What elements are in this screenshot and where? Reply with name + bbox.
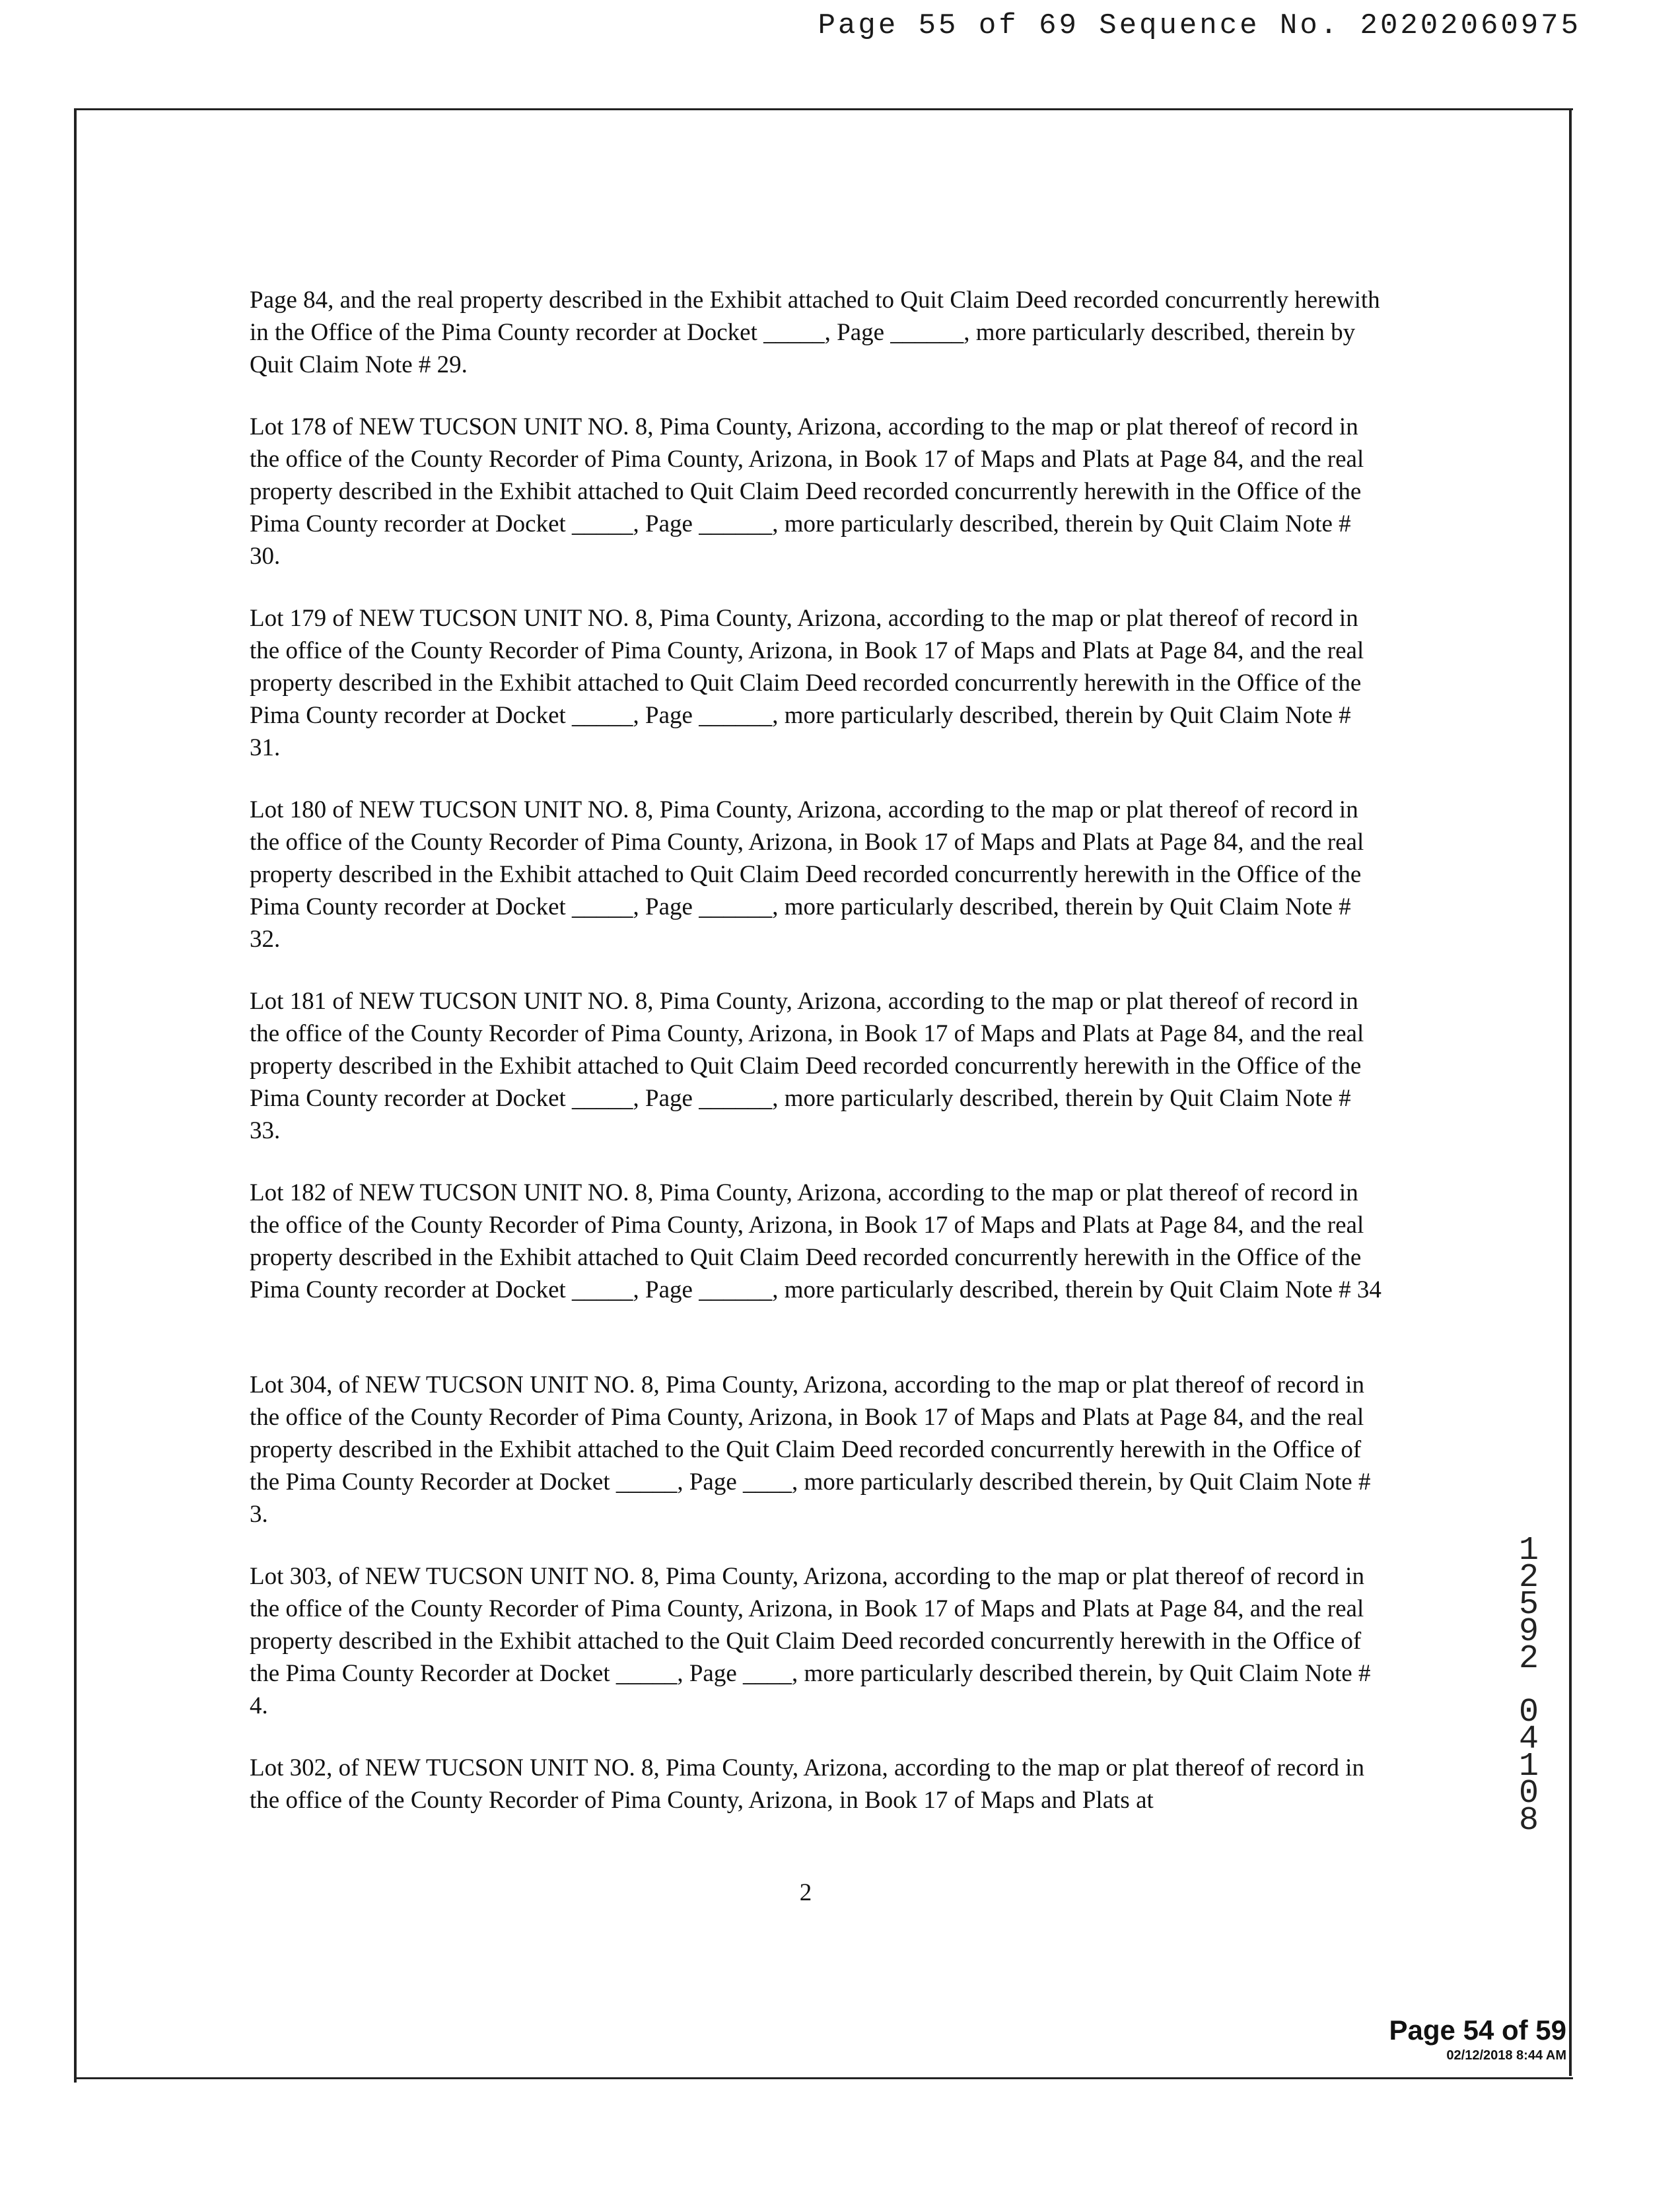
paragraph-lot-182: Lot 182 of NEW TUCSON UNIT NO. 8, Pima County, Arizona, according to the map or plat thereof of record in the office of the County Recorder of Pima County, Arizona, in Book 17 of Maps and Plats at Page 84, and the real property described in the Exhibit attached to Quit Claim Deed recorded concurrently herewith in the Office of the Pima County recorder at Docket _____, Page ______, more particularly described, therein by Quit Claim Note # 34 (250, 1179, 1382, 1303)
sequence-header: Page 55 of 69 Sequence No. 20202060975 (818, 9, 1581, 42)
footer-page-of: Page 54 of 59 (1389, 2015, 1566, 2046)
paragraph-lot-180: Lot 180 of NEW TUCSON UNIT NO. 8, Pima County, Arizona, according to the map or plat thereof of record in the office of the County Recorder of Pima County, Arizona, in Book 17 of Maps and Plats at Page 84, and the real property described in the Exhibit attached to Quit Claim Deed recorded concurrently herewith in the Office of the Pima County recorder at Docket _____, Page ______, more particularly described, therein by Quit Claim Note # 32. (250, 796, 1364, 953)
stamp-book-number: 1 2 5 9 2 (1518, 1532, 1539, 1678)
paragraph-lot-302: Lot 302, of NEW TUCSON UNIT NO. 8, Pima County, Arizona, according to the map or plat thereof of record in the office of the County Recorder of Pima County, Arizona, in Book 17 of Maps and Plats at (250, 1754, 1364, 1814)
frame-right-border (1569, 108, 1572, 2076)
frame-top-border (74, 108, 1573, 110)
paragraph-lot-304: Lot 304, of NEW TUCSON UNIT NO. 8, Pima County, Arizona, according to the map or plat thereof of record in the office of the County Recorder of Pima County, Arizona, in Book 17 of Maps and Plats at Page 84, and the real property described in the Exhibit attached to the Quit Claim Deed recorded concurrently herewith in the Office of the Pima County Recorder at Docket _____, Page ____, more particularly described therein, by Quit Claim Note # 3. (250, 1371, 1371, 1528)
paragraph-lot-178: Lot 178 of NEW TUCSON UNIT NO. 8, Pima County, Arizona, according to the map or plat thereof of record in the office of the County Recorder of Pima County, Arizona, in Book 17 of Maps and Plats at Page 84, and the real property described in the Exhibit attached to Quit Claim Deed recorded concurrently herewith in the Office of the Pima County recorder at Docket _____, Page ______, more particularly described, therein by Quit Claim Note # 30. (250, 413, 1364, 570)
page-number: 2 (799, 1879, 812, 1906)
paragraph-lot-179: Lot 179 of NEW TUCSON UNIT NO. 8, Pima County, Arizona, according to the map or plat thereof of record in the office of the County Recorder of Pima County, Arizona, in Book 17 of Maps and Plats at Page 84, and the real property described in the Exhibit attached to Quit Claim Deed recorded concurrently herewith in the Office of the Pima County recorder at Docket _____, Page ______, more particularly described, therein by Quit Claim Note # 31. (250, 605, 1364, 761)
stamp-page-number: 0 4 1 0 8 (1518, 1694, 1539, 1840)
bottom-rule (74, 2077, 1573, 2079)
document-body (250, 284, 1385, 1846)
recording-footer (1389, 2014, 1566, 2064)
paragraph-quit-claim-29: Page 84, and the real property described in the Exhibit attached to Quit Claim Deed recorded concurrently herewith in the Office of the Pima County recorder at Docket _____, Page ______, more particularly described, therein by Quit Claim Note # 29. (250, 287, 1380, 378)
footer-timestamp: 02/12/2018 8:44 AM (1446, 2048, 1566, 2063)
paragraph-lot-303: Lot 303, of NEW TUCSON UNIT NO. 8, Pima County, Arizona, according to the map or plat thereof of record in the office of the County Recorder of Pima County, Arizona, in Book 17 of Maps and Plats at Page 84, and the real property described in the Exhibit attached to the Quit Claim Deed recorded concurrently herewith in the Office of the Pima County Recorder at Docket _____, Page ____, more particularly described therein, by Quit Claim Note # 4. (250, 1563, 1371, 1719)
side-stamp-number (1512, 1532, 1545, 1840)
paragraph-lot-181: Lot 181 of NEW TUCSON UNIT NO. 8, Pima County, Arizona, according to the map or plat thereof of record in the office of the County Recorder of Pima County, Arizona, in Book 17 of Maps and Plats at Page 84, and the real property described in the Exhibit attached to Quit Claim Deed recorded concurrently herewith in the Office of the Pima County recorder at Docket _____, Page ______, more particularly described, therein by Quit Claim Note # 33. (250, 988, 1364, 1144)
frame-left-border (74, 108, 77, 2083)
